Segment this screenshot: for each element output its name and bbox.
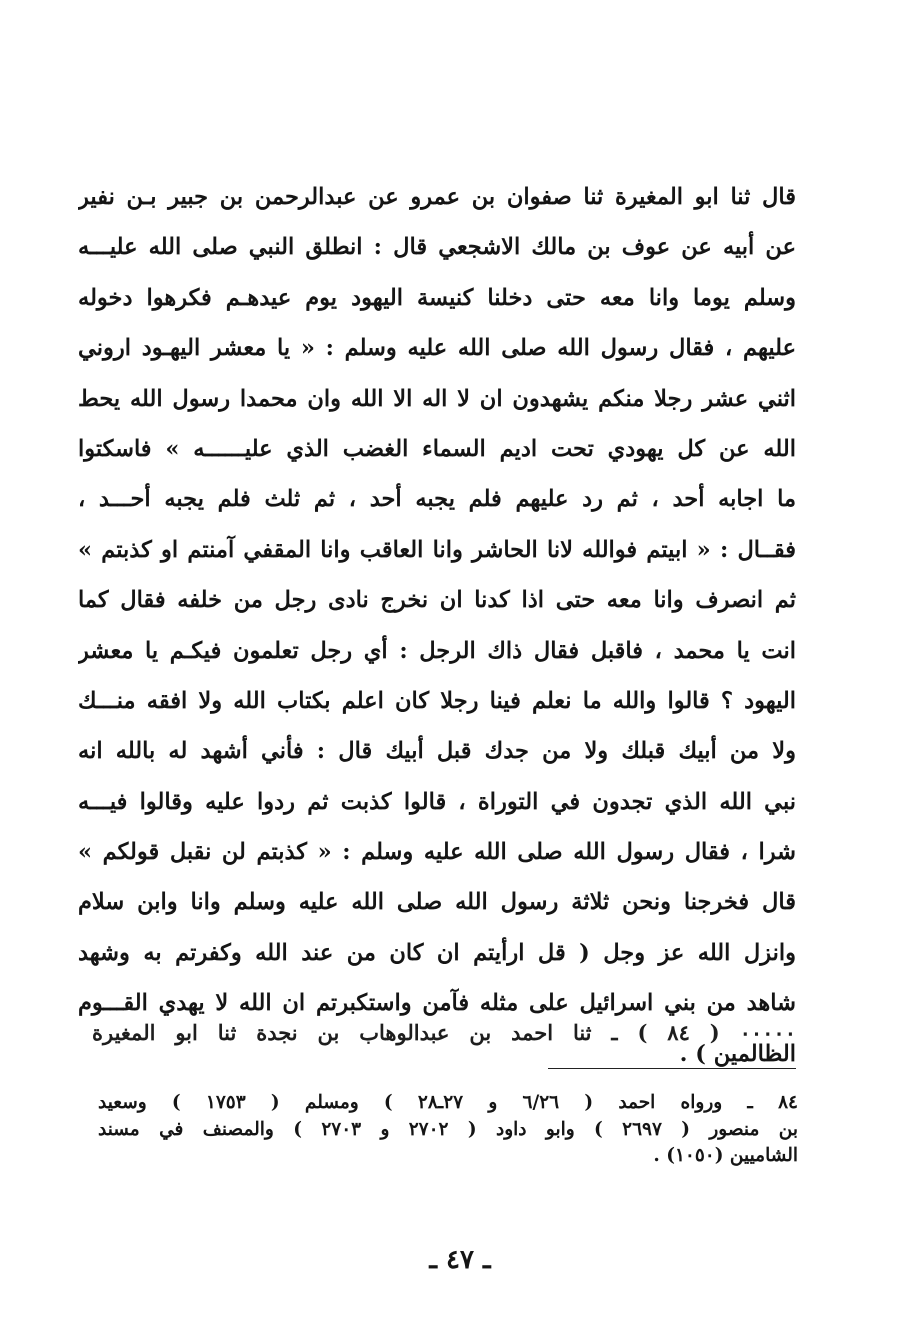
- text-line: نبي الله الذي تجدون في التوراة ، قالوا كذبت ثم ردوا عليه وقالوا فيـــه: [78, 788, 796, 815]
- text-line: وانزل الله عز وجل ( قل ارأيتم ان كان من عند الله وكفرتم به وشهد: [78, 939, 796, 966]
- footnote-separator: [548, 1068, 796, 1069]
- text-line: ثم انصرف وانا معه حتى اذا كدنا ان نخرج نادى رجل من خلفه فقال كما: [78, 587, 796, 614]
- text-line: الله عن كل يهودي تحت اديم السماء الغضب الذي عليــــــه » فاسكتوا: [78, 435, 796, 462]
- text-line: شرا ، فقال رسول الله صلى الله عليه وسلم : « كذبتم لن نقبل قولكم »: [78, 839, 796, 866]
- text-line: فقــال : « ابيتم فوالله لانا الحاشر وانا العاقب وانا المقفي آمنتم او كذبتم »: [78, 536, 796, 563]
- footnote-line: ٨٤ ـ ورواه احمد ( ٦/٢٦ و ٢٧ـ٢٨ ) ومسلم ( ١٧٥٣ ) وسعيد: [98, 1092, 798, 1113]
- page-number: ـ ٤٧ ـ: [429, 1245, 491, 1275]
- next-hadith-isnad: ٠٠٠٠٠ ( ٨٤ ) ـ ثنا احمد بن عبدالوهاب بن نجدة ثنا ابو المغيرة: [92, 1020, 796, 1045]
- hadith-body-text: [78, 172, 796, 1079]
- text-line: عن أبيه عن عوف بن مالك الاشجعي قال : انطلق النبي صلى الله عليـــه: [78, 234, 796, 261]
- text-line: وسلم يوما وانا معه حتى دخلنا كنيسة اليهود يوم عيدهـم فكرهوا دخوله: [78, 284, 796, 311]
- text-line: قال ثنا ابو المغيرة ثنا صفوان بن عمرو عن عبدالرحمن بن جبير بـن نفير: [78, 184, 796, 210]
- text-line: شاهد من بني اسرائيل على مثله فآمن واستكبرتم ان الله لا يهدي القـــوم: [78, 990, 796, 1017]
- footnotes: [98, 1090, 798, 1170]
- footnote-line: بن منصور ( ٢٦٩٧ ) وابو داود ( ٢٧٠٢ و ٢٧٠٣ ) والمصنف في مسند: [98, 1118, 798, 1140]
- text-line: قال فخرجنا ونحن ثلاثة رسول الله صلى الله عليه وسلم وانا وابن سلام: [78, 889, 796, 916]
- text-line: ما اجابه أحد ، ثم رد عليهم فلم يجبه أحد ، ثم ثلث فلم يجبه أحـــد ،: [78, 486, 796, 513]
- text-line: الظالمين ) .: [679, 1040, 796, 1067]
- text-line: عليهم ، فقال رسول الله صلى الله عليه وسلم : « يا معشر اليهـود اروني: [78, 335, 796, 362]
- text-line: اثني عشر رجلا منكم يشهدون ان لا اله الا الله وان محمدا رسول الله يحط: [78, 385, 796, 412]
- text-line: اليهود ؟ قالوا والله ما نعلم فينا رجلا كان اعلم بكتاب الله ولا افقه منـــك: [78, 687, 796, 714]
- text-line: ولا من أبيك قبلك ولا من جدك قبل أبيك قال : فأني أشهد له بالله انه: [78, 738, 796, 765]
- footnote-line: الشاميين (١٠٥٠) .: [653, 1145, 798, 1166]
- text-line: انت يا محمد ، فاقبل فقال ذاك الرجل : أي رجل تعلمون فيكـم يا معشر: [78, 637, 796, 664]
